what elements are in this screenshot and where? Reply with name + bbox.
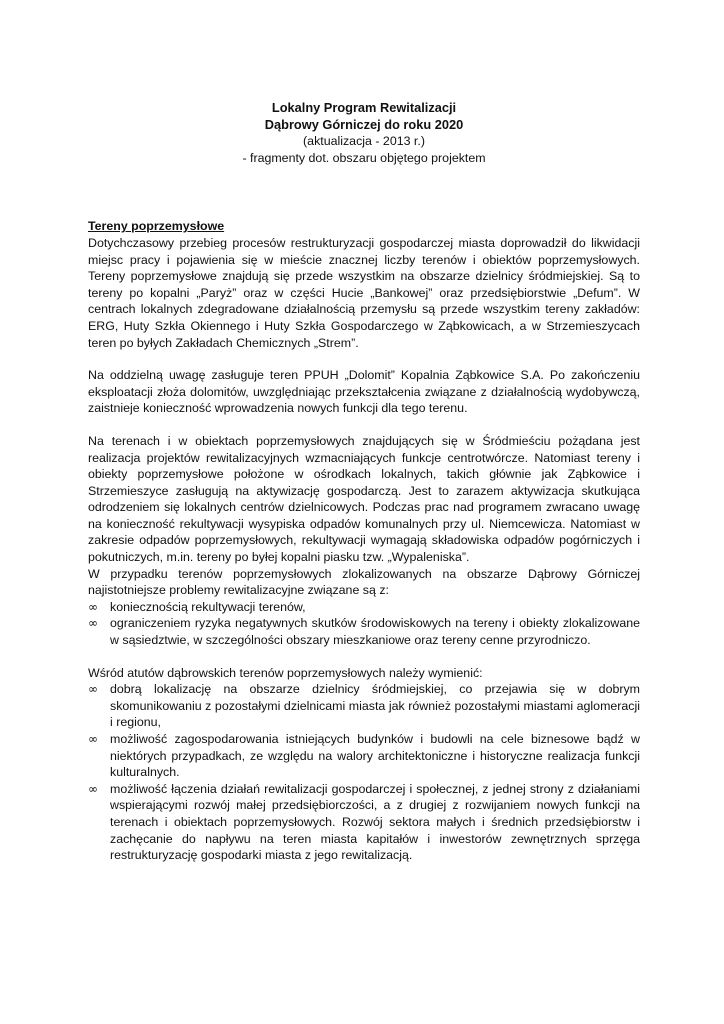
paragraph-spacer — [88, 417, 640, 433]
infinity-bullet-icon: ∞ — [88, 616, 98, 631]
paragraph-4: W przypadku terenów poprzemysłowych zlokalizowanych na obszarze Dąbrowy Górniczej najistotniejsze problemy rewitalizacyjne związane są z: — [88, 566, 640, 598]
paragraph-1: Dotychczasowy przebieg procesów restrukturyzacji gospodarczej miasta doprowadził do likwidacji miejsc pracy i pojawienia się w mieście znacznej liczby terenów i obiektów poprzemysłowych. Tereny poprzemysłowe znajdują się przede wszystkim na obszarze dzielnicy śródmiejskiej. Są to tereny po kopalni „Paryż” oraz w części Hucie „Bankowej” oraz przedsiębiorstwie „Defum”. W centrach lokalnych zdegradowane działalnością przemysłu są przede wszystkim tereny zakładów: ERG, Huty Szkła Okiennego i Huty Szkła Gospodarczego w Ząbkowicach, a w Strzemieszycach teren po byłych Zakładach Chemicznych „Strem”. — [88, 235, 640, 350]
infinity-bullet-icon: ∞ — [88, 599, 98, 614]
infinity-bullet-icon: ∞ — [88, 732, 98, 746]
paragraph-3: Na terenach i w obiektach poprzemysłowych znajdujących się w Śródmieściu pożądana jest realizacja projektów rewitalizacyjnych wzmacniających funkcje centrotwórcze. Natomiast tereny i obiekty poprzemysłowe położone w ośrodkach lokalnych, takich głównie jak Ząbkowice i Strzemieszyce zasługują na aktywizację gospodarczą. Jest to zarazem aktywizacja skutkująca odrodzeniem się lokalnych centrów dzielnicowych. Podczas prac nad programem zwracano uwagę na konieczność rekultywacji wysypiska odpadów komunalnych przy ul. Niemcewicza. Natomiast w zakresie odpadów poprzemysłowych, rekultywacji wymagają składowiska odpadów pogórniczych i pokutniczych, m.in. tereny po byłej kopalni piasku tzw. „Wypaleniska”. — [88, 433, 640, 565]
list-item — [88, 599, 640, 616]
document-header — [88, 100, 640, 166]
list-item — [88, 731, 640, 781]
document-note: - fragmenty dot. obszaru objętego projektem — [242, 150, 486, 165]
document-page — [88, 100, 640, 864]
list-item-text: koniecznością rekultywacji terenów, — [110, 599, 306, 614]
infinity-bullet-icon: ∞ — [88, 781, 98, 796]
list-item — [88, 681, 640, 731]
paragraph-spacer — [88, 649, 640, 665]
document-subtitle: (aktualizacja - 2013 r.) — [303, 134, 425, 149]
assets-intro: Wśród atutów dąbrowskich terenów poprzemysłowych należy wymienić: — [88, 665, 483, 680]
list-item-text: ograniczeniem ryzyka negatywnych skutków środowiskowych na tereny i obiekty zlokalizowane w sąsiedztwie, w szczególności obszary mieszkaniowe oraz tereny cenne przyrodniczo. — [110, 616, 640, 648]
paragraph-spacer — [88, 351, 640, 367]
list-item-text: możliwość łączenia działań rewitalizacji gospodarczej i społecznej, z jednej strony z działaniami wspierającymi rozwój małej przedsiębiorczości, a z drugiej z rozwijaniem nowych funkcji na terenach i obiektach poprzemysłowych. Rozwój sektora małych i średnich przedsiębiorstw i zachęcanie do napływu na teren miasta kapitałów i inwestorów zewnętrznych sprzęga restrukturyzację gospodarki miasta z jego rewitalizacją. — [110, 781, 640, 863]
list-item — [88, 781, 640, 864]
list-item-text: możliwość zagospodarowania istniejących budynków i budowli na cele biznesowe bądź w niektórych przypadkach, ze względu na walory architektoniczne i historyczne realizacja funkcji kulturalnych. — [110, 732, 640, 780]
section-heading: Tereny poprzemysłowe — [88, 219, 225, 234]
paragraph-2: Na oddzielną uwagę zasługuje teren PPUH „Dolomit” Kopalnia Ząbkowice S.A. Po zakończeniu eksploatacji złoża dolomitów, uwzględniając przekształcenia związane z działalnością wydobywczą, zaistnieje konieczność wprowadzenia nowych funkcji dla tego terenu. — [88, 368, 640, 416]
infinity-bullet-icon: ∞ — [88, 682, 98, 697]
list-item — [88, 615, 640, 648]
problems-list — [88, 599, 640, 649]
document-title-line-1: Lokalny Program Rewitalizacji — [271, 100, 457, 115]
list-item-text: dobrą lokalizację na obszarze dzielnicy śródmiejskiej, co przejawia się w dobrym skomunikowaniu z pozostałymi dzielnicami miasta jak również pozostałymi miastami aglomeracji i regionu, — [110, 682, 640, 730]
assets-list — [88, 681, 640, 864]
document-title-line-2: Dąbrowy Górniczej do roku 2020 — [264, 116, 464, 132]
